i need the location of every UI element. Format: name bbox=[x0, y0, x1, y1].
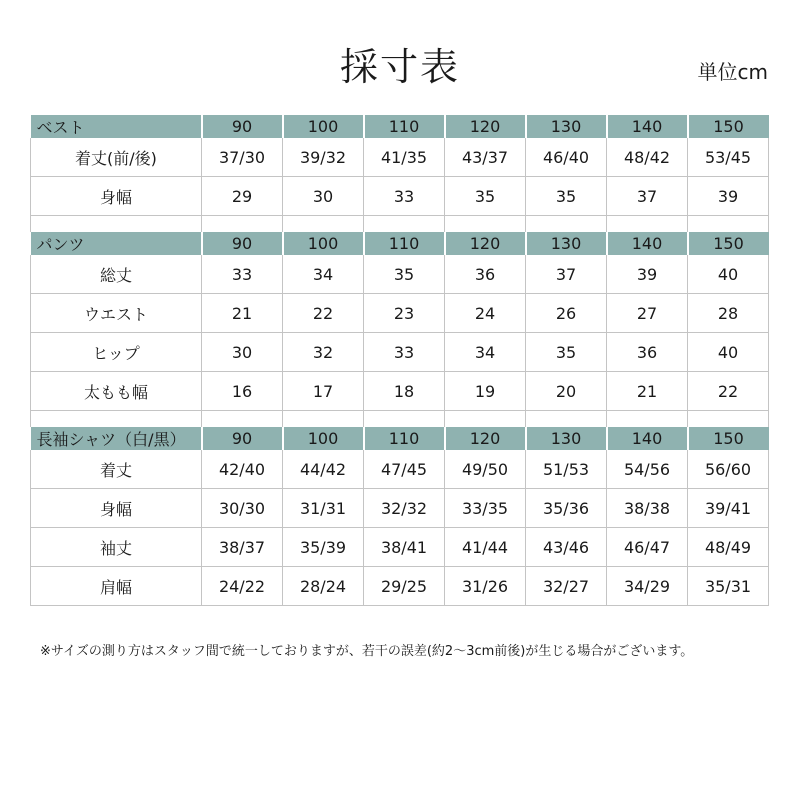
table-cell: 30 bbox=[202, 333, 283, 372]
table-cell: 35/31 bbox=[688, 567, 769, 606]
table-row bbox=[31, 567, 769, 606]
table-cell: 19 bbox=[445, 372, 526, 411]
size-header: 130 bbox=[526, 115, 607, 138]
table-cell: 37 bbox=[526, 255, 607, 294]
table-cell: 42/40 bbox=[202, 450, 283, 489]
table-cell: 22 bbox=[283, 294, 364, 333]
section-title-pants: パンツ bbox=[31, 232, 202, 255]
table-cell: 41/35 bbox=[364, 138, 445, 177]
pants-header-row bbox=[31, 232, 769, 255]
table-cell: 21 bbox=[607, 372, 688, 411]
table-cell: 35 bbox=[445, 177, 526, 216]
size-header: 150 bbox=[688, 115, 769, 138]
table-cell: 29 bbox=[202, 177, 283, 216]
shirt-header-row bbox=[31, 427, 769, 450]
table-cell: 32/32 bbox=[364, 489, 445, 528]
table-cell: 28/24 bbox=[283, 567, 364, 606]
table-cell: 35 bbox=[526, 333, 607, 372]
table-cell: 36 bbox=[607, 333, 688, 372]
size-header: 130 bbox=[526, 232, 607, 255]
size-header: 140 bbox=[607, 232, 688, 255]
table-cell: 35 bbox=[364, 255, 445, 294]
table-row bbox=[31, 255, 769, 294]
size-header: 90 bbox=[202, 232, 283, 255]
table-cell: 34 bbox=[445, 333, 526, 372]
row-label: 着丈 bbox=[31, 450, 202, 489]
table-cell: 24 bbox=[445, 294, 526, 333]
row-label: ヒップ bbox=[31, 333, 202, 372]
table-cell: 34/29 bbox=[607, 567, 688, 606]
section-spacer bbox=[31, 216, 769, 233]
table-cell: 36 bbox=[445, 255, 526, 294]
size-header: 130 bbox=[526, 427, 607, 450]
size-header: 90 bbox=[202, 115, 283, 138]
table-cell: 41/44 bbox=[445, 528, 526, 567]
row-label: ウエスト bbox=[31, 294, 202, 333]
size-header: 110 bbox=[364, 115, 445, 138]
row-label: 総丈 bbox=[31, 255, 202, 294]
table-row bbox=[31, 177, 769, 216]
table-cell: 38/38 bbox=[607, 489, 688, 528]
table-cell: 51/53 bbox=[526, 450, 607, 489]
size-header: 120 bbox=[445, 232, 526, 255]
table-cell: 39 bbox=[688, 177, 769, 216]
table-row bbox=[31, 333, 769, 372]
section-spacer bbox=[31, 411, 769, 428]
table-cell: 39/32 bbox=[283, 138, 364, 177]
table-cell: 38/41 bbox=[364, 528, 445, 567]
size-header: 110 bbox=[364, 232, 445, 255]
table-cell: 33 bbox=[364, 177, 445, 216]
table-cell: 30 bbox=[283, 177, 364, 216]
table-cell: 40 bbox=[688, 255, 769, 294]
section-title-vest: ベスト bbox=[31, 115, 202, 138]
table-cell: 43/46 bbox=[526, 528, 607, 567]
table-cell: 17 bbox=[283, 372, 364, 411]
table-cell: 35/39 bbox=[283, 528, 364, 567]
table-cell: 48/42 bbox=[607, 138, 688, 177]
table-cell: 54/56 bbox=[607, 450, 688, 489]
table-cell: 31/31 bbox=[283, 489, 364, 528]
table-cell: 47/45 bbox=[364, 450, 445, 489]
table-cell: 33 bbox=[202, 255, 283, 294]
table-cell: 29/25 bbox=[364, 567, 445, 606]
table-cell: 22 bbox=[688, 372, 769, 411]
table-cell: 21 bbox=[202, 294, 283, 333]
row-label: 袖丈 bbox=[31, 528, 202, 567]
table-cell: 20 bbox=[526, 372, 607, 411]
table-cell: 40 bbox=[688, 333, 769, 372]
table-cell: 49/50 bbox=[445, 450, 526, 489]
table-cell: 39 bbox=[607, 255, 688, 294]
size-header: 140 bbox=[607, 115, 688, 138]
table-cell: 18 bbox=[364, 372, 445, 411]
table-cell: 56/60 bbox=[688, 450, 769, 489]
table-cell: 31/26 bbox=[445, 567, 526, 606]
measurement-note: ※サイズの測り方はスタッフ間で統一しておりますが、若干の誤差(約2～3cm前後)が生じる場合がございます。 bbox=[40, 644, 694, 659]
size-header: 100 bbox=[283, 115, 364, 138]
table-row bbox=[31, 138, 769, 177]
table-cell: 30/30 bbox=[202, 489, 283, 528]
table-cell: 33/35 bbox=[445, 489, 526, 528]
table-cell: 39/41 bbox=[688, 489, 769, 528]
table-row bbox=[31, 489, 769, 528]
table-cell: 38/37 bbox=[202, 528, 283, 567]
table-cell: 34 bbox=[283, 255, 364, 294]
table-row bbox=[31, 294, 769, 333]
size-header: 140 bbox=[607, 427, 688, 450]
size-header: 100 bbox=[283, 232, 364, 255]
size-header: 110 bbox=[364, 427, 445, 450]
row-label: 身幅 bbox=[31, 177, 202, 216]
table-cell: 24/22 bbox=[202, 567, 283, 606]
section-title-shirt: 長袖シャツ（白/黒） bbox=[31, 427, 202, 450]
table-cell: 32 bbox=[283, 333, 364, 372]
table-cell: 46/40 bbox=[526, 138, 607, 177]
table-cell: 23 bbox=[364, 294, 445, 333]
size-table bbox=[30, 115, 769, 606]
size-header: 120 bbox=[445, 427, 526, 450]
row-label: 肩幅 bbox=[31, 567, 202, 606]
table-cell: 37 bbox=[607, 177, 688, 216]
row-label: 太もも幅 bbox=[31, 372, 202, 411]
row-label: 着丈(前/後) bbox=[31, 138, 202, 177]
table-cell: 27 bbox=[607, 294, 688, 333]
size-header: 100 bbox=[283, 427, 364, 450]
table-cell: 26 bbox=[526, 294, 607, 333]
table-cell: 28 bbox=[688, 294, 769, 333]
row-label: 身幅 bbox=[31, 489, 202, 528]
table-cell: 32/27 bbox=[526, 567, 607, 606]
table-row bbox=[31, 528, 769, 567]
table-cell: 35 bbox=[526, 177, 607, 216]
table-cell: 33 bbox=[364, 333, 445, 372]
size-header: 150 bbox=[688, 427, 769, 450]
table-cell: 35/36 bbox=[526, 489, 607, 528]
page-title: 採寸表 bbox=[339, 45, 460, 89]
table-cell: 37/30 bbox=[202, 138, 283, 177]
table-cell: 16 bbox=[202, 372, 283, 411]
table-cell: 43/37 bbox=[445, 138, 526, 177]
table-cell: 46/47 bbox=[607, 528, 688, 567]
table-row bbox=[31, 450, 769, 489]
size-header: 90 bbox=[202, 427, 283, 450]
vest-header-row bbox=[31, 115, 769, 138]
table-cell: 48/49 bbox=[688, 528, 769, 567]
table-cell: 44/42 bbox=[283, 450, 364, 489]
size-header: 120 bbox=[445, 115, 526, 138]
table-row bbox=[31, 372, 769, 411]
table-cell: 53/45 bbox=[688, 138, 769, 177]
size-header: 150 bbox=[688, 232, 769, 255]
unit-label: 単位cm bbox=[697, 60, 768, 84]
